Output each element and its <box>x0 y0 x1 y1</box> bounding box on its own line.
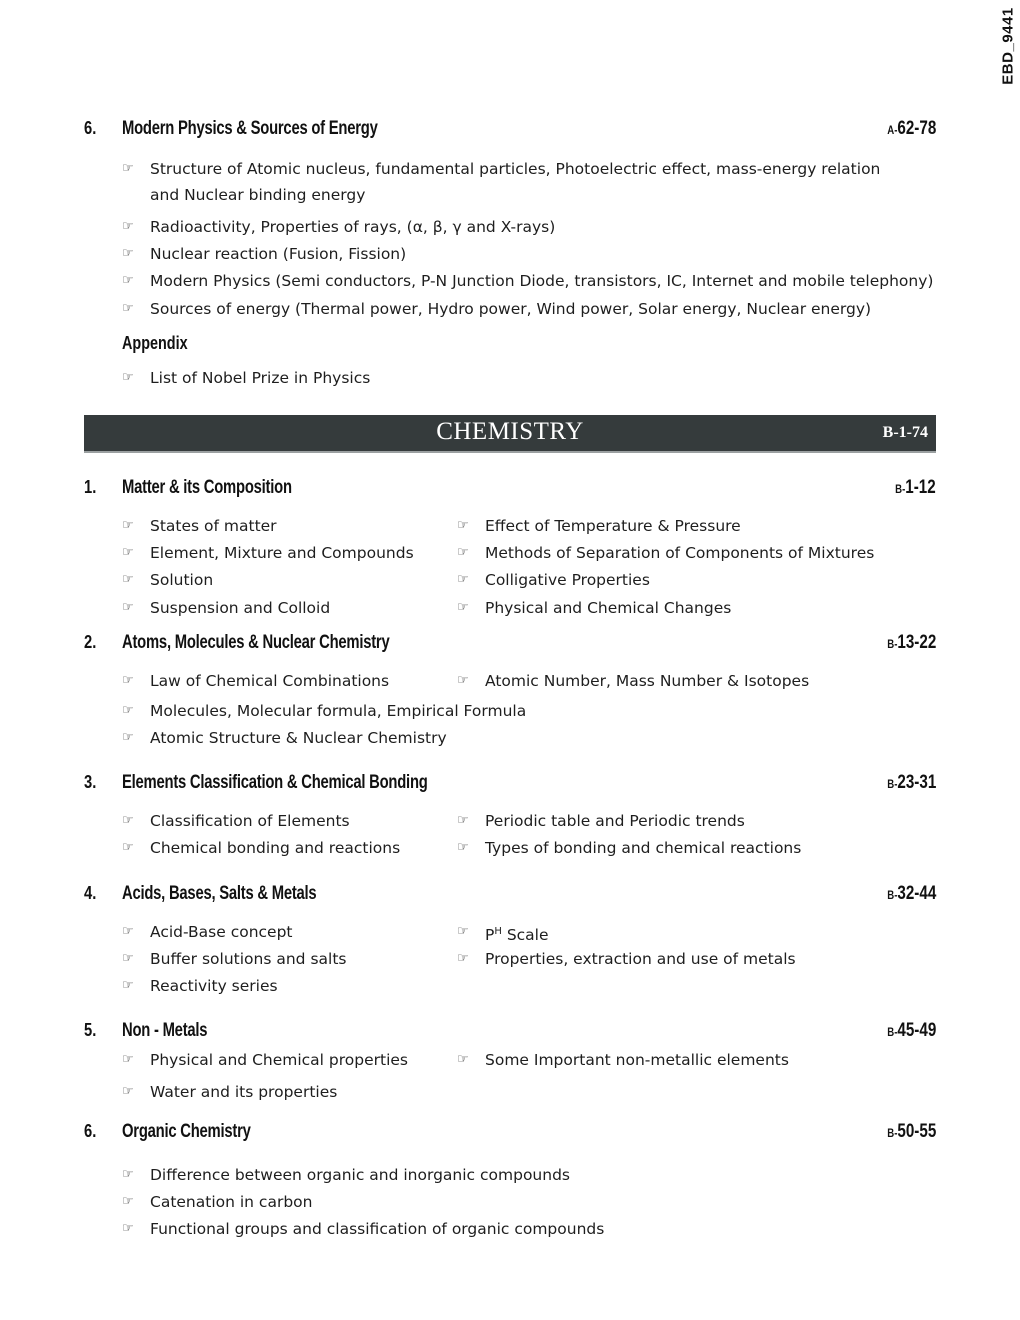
pointing-hand-icon: ☞ <box>122 301 134 316</box>
chapter-number: 5. <box>84 1020 97 1040</box>
chapter-number: 6. <box>84 1121 97 1141</box>
pointing-hand-icon: ☞ <box>122 273 134 288</box>
list-item: ☞ Reactivity series <box>122 973 278 999</box>
list-item: ☞ Atomic Structure & Nuclear Chemistry <box>122 725 447 751</box>
pointing-hand-icon: ☞ <box>122 1167 134 1182</box>
list-item: ☞ Effect of Temperature & Pressure <box>457 513 741 539</box>
chapter-heading-4 <box>84 883 936 907</box>
page-range: B-45-49 <box>886 1020 936 1041</box>
list-item: ☞ Law of Chemical Combinations <box>122 668 389 694</box>
chapter-heading-3 <box>84 772 936 796</box>
list-item: ☞ States of matter <box>122 513 277 539</box>
list-item: ☞ Molecules, Molecular formula, Empirical Formula <box>122 698 526 724</box>
page-range: B-32-44 <box>886 883 936 904</box>
pointing-hand-icon: ☞ <box>122 518 134 533</box>
banner-title: CHEMISTRY <box>436 418 584 445</box>
chapter-number: 1. <box>84 477 97 497</box>
list-item: ☞ Properties, extraction and use of metals <box>457 946 796 972</box>
chapter-number: 2. <box>84 632 97 652</box>
pointing-hand-icon: ☞ <box>122 246 134 261</box>
list-item: ☞ Nuclear reaction (Fusion, Fission) <box>122 241 406 267</box>
section-title: Modern Physics & Sources of Energy <box>122 118 378 139</box>
chapter-number: 3. <box>84 772 97 792</box>
section-number: 6. <box>84 118 97 138</box>
chapter-title: Atoms, Molecules & Nuclear Chemistry <box>122 632 390 653</box>
list-item: ☞ Some Important non-metallic elements <box>457 1047 789 1073</box>
pointing-hand-icon: ☞ <box>457 813 469 828</box>
pointing-hand-icon: ☞ <box>457 572 469 587</box>
pointing-hand-icon: ☞ <box>122 1052 134 1067</box>
list-item: ☞ Acid-Base concept <box>122 919 293 945</box>
list-item: ☞ Classification of Elements <box>122 808 350 834</box>
page-code: EBD_9441 <box>999 7 1017 85</box>
pointing-hand-icon: ☞ <box>122 951 134 966</box>
pointing-hand-icon: ☞ <box>122 978 134 993</box>
section-heading-modern-physics <box>84 118 936 142</box>
list-item: ☞ Solution <box>122 567 213 593</box>
chapter-title: Matter & its Composition <box>122 477 292 498</box>
list-item: ☞ Periodic table and Periodic trends <box>457 808 745 834</box>
list-item: ☞ $P^H$ Scale <box>457 919 549 948</box>
pointing-hand-icon: ☞ <box>122 1194 134 1209</box>
chapter-heading-2 <box>84 632 936 656</box>
pointing-hand-icon: ☞ <box>122 813 134 828</box>
pointing-hand-icon: ☞ <box>457 924 469 939</box>
pointing-hand-icon: ☞ <box>122 840 134 855</box>
list-item: ☞ Buffer solutions and salts <box>122 946 346 972</box>
chapter-title: Elements Classification & Chemical Bonding <box>122 772 428 793</box>
list-item: ☞ Colligative Properties <box>457 567 650 593</box>
list-item: ☞ Water and its properties <box>122 1079 337 1105</box>
page-range: B-1-12 <box>895 477 936 498</box>
page-range: B-13-22 <box>886 632 936 653</box>
pointing-hand-icon: ☞ <box>122 703 134 718</box>
list-item: ☞ Sources of energy (Thermal power, Hydro power, Wind power, Solar energy, Nuclear energy) <box>122 296 871 322</box>
list-item: ☞ Chemical bonding and reactions <box>122 835 400 861</box>
list-item: ☞ Physical and Chemical properties <box>122 1047 408 1073</box>
pointing-hand-icon: ☞ <box>122 730 134 745</box>
list-item: ☞ Radioactivity, Properties of rays, (α, β, γ and X-rays) <box>122 214 555 240</box>
pointing-hand-icon: ☞ <box>122 1084 134 1099</box>
list-item: ☞ Types of bonding and chemical reactions <box>457 835 801 861</box>
list-item: ☞ Structure of Atomic nucleus, fundamental particles, Photoelectric effect, mass-energy relation and Nuclear binding energy <box>122 156 910 208</box>
pointing-hand-icon: ☞ <box>122 219 134 234</box>
pointing-hand-icon: ☞ <box>122 1221 134 1236</box>
list-item: ☞ Suspension and Colloid <box>122 595 330 621</box>
pointing-hand-icon: ☞ <box>122 161 134 176</box>
list-item: ☞ Functional groups and classification of organic compounds <box>122 1216 604 1242</box>
pointing-hand-icon: ☞ <box>122 600 134 615</box>
appendix-heading: Appendix <box>122 333 188 353</box>
list-item: ☞ Physical and Chemical Changes <box>457 595 731 621</box>
page-range: B-23-31 <box>886 772 936 793</box>
banner-page-range: B-1-74 <box>882 424 928 441</box>
pointing-hand-icon: ☞ <box>457 840 469 855</box>
list-item: ☞ List of Nobel Prize in Physics <box>122 365 370 391</box>
pointing-hand-icon: ☞ <box>122 924 134 939</box>
chapter-number: 4. <box>84 883 97 903</box>
chapter-title: Non - Metals <box>122 1020 208 1041</box>
chapter-heading-1 <box>84 477 936 501</box>
chapter-heading-5 <box>84 1020 936 1044</box>
list-item: ☞ Atomic Number, Mass Number & Isotopes <box>457 668 809 694</box>
pointing-hand-icon: ☞ <box>457 951 469 966</box>
pointing-hand-icon: ☞ <box>122 370 134 385</box>
pointing-hand-icon: ☞ <box>457 600 469 615</box>
list-item: ☞ Difference between organic and inorganic compounds <box>122 1162 570 1188</box>
list-item: ☞ Methods of Separation of Components of Mixtures <box>457 540 874 566</box>
chapter-heading-6 <box>84 1121 936 1145</box>
page-range: B-50-55 <box>886 1121 936 1142</box>
pointing-hand-icon: ☞ <box>122 545 134 560</box>
pointing-hand-icon: ☞ <box>457 673 469 688</box>
chemistry-banner <box>84 415 936 453</box>
page-range: A-62-78 <box>886 118 936 139</box>
chapter-title: Acids, Bases, Salts & Metals <box>122 883 317 904</box>
pointing-hand-icon: ☞ <box>122 572 134 587</box>
pointing-hand-icon: ☞ <box>457 518 469 533</box>
pointing-hand-icon: ☞ <box>122 673 134 688</box>
list-item: ☞ Catenation in carbon <box>122 1189 312 1215</box>
pointing-hand-icon: ☞ <box>457 545 469 560</box>
list-item: ☞ Element, Mixture and Compounds <box>122 540 414 566</box>
pointing-hand-icon: ☞ <box>457 1052 469 1067</box>
list-item: ☞ Modern Physics (Semi conductors, P-N Junction Diode, transistors, IC, Internet and mobile telephony) <box>122 268 933 294</box>
chapter-title: Organic Chemistry <box>122 1121 251 1142</box>
